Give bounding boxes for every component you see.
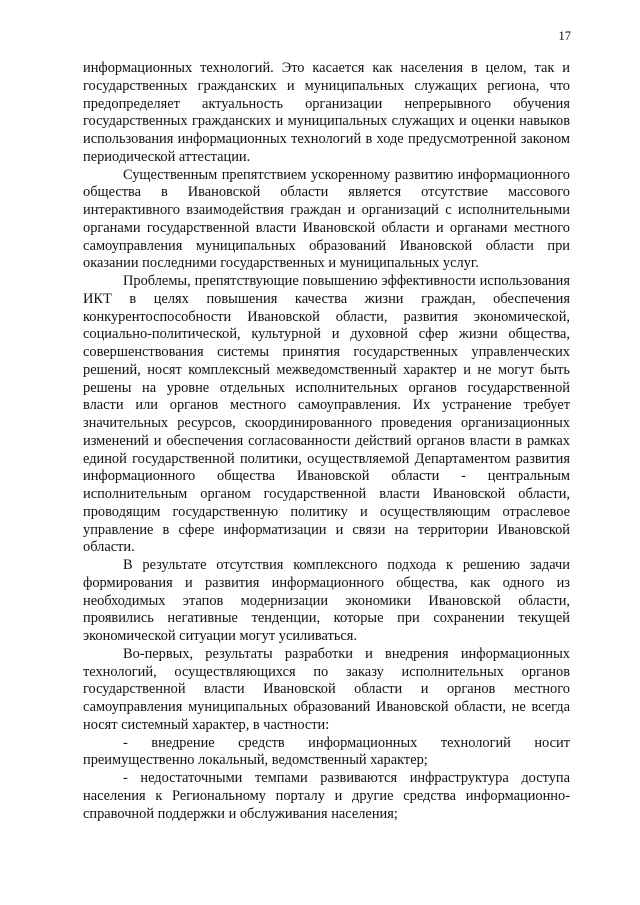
paragraph-problems: Проблемы, препятствующие повышению эффективности использования ИКТ в целях повышения качества жизни граждан, обеспечения конкурентоспособности Ивановской области, развития экономической, социально-политической, культурной и духовной сфер жизни общества, совершенствования системы принятия государственных управленческих решений, носят комплексный межведомственный характер и не могут быть решены на уровне отдельных исполнительных органов государственной власти или органов местного самоуправления. Их устранение требует значительных ресурсов, скоординированного проведения организационных изменений и обеспечения согласованности действий органов власти в рамках единой государственной политики, осуществляемой Департаментом развития информационного общества Ивановской области - центральным исполнительным органом государственной власти Ивановской области, проводящим государственную политику и осуществляющим отраслевое управление в сфере информатизации и связи на территории Ивановской области. (83, 273, 570, 556)
list-item-infrastructure: - недостаточными темпами развиваются инфраструктура доступа населения к Региональному порталу и другие средства информационно-справочной поддержки и обслуживания населения; (83, 770, 570, 822)
paragraph-consequences: В результате отсутствия комплексного подхода к решению задачи формирования и развития информационного общества, как одного из необходимых этапов модернизации экономики Ивановской области, проявились негативные тенденции, которые при сохранении текущей экономической ситуации могут усиливаться. (83, 557, 570, 644)
document-body (83, 60, 570, 823)
page-number: 17 (558, 29, 571, 43)
list-item-local: - внедрение средств информационных технологий носит преимущественно локальный, ведомственный характер; (83, 734, 570, 769)
paragraph-first-point: Во-первых, результаты разработки и внедрения информационных технологий, осуществляющихся по заказу исполнительных органов государственной власти Ивановской области и органов местного самоуправления муниципальных образований Ивановской области, не всегда носят системный характер, в частности: (83, 645, 570, 733)
paragraph-obstacle: Существенным препятствием ускоренному развитию информационного общества в Ивановской области является отсутствие массового интерактивного взаимодействия граждан и организаций с исполнительными органами государственной власти Ивановской области и органами местного самоуправления муниципальных образований Ивановской области при оказании последними государственных и муниципальных услуг. (83, 166, 570, 272)
paragraph-continuation: информационных технологий. Это касается как населения в целом, так и государственных гражданских и муниципальных служащих региона, что предопределяет актуальность организации непрерывного обучения государственных гражданских и муниципальных служащих и оценки навыков использования информационных технологий в ходе предусмотренной законом периодической аттестации. (83, 60, 570, 165)
